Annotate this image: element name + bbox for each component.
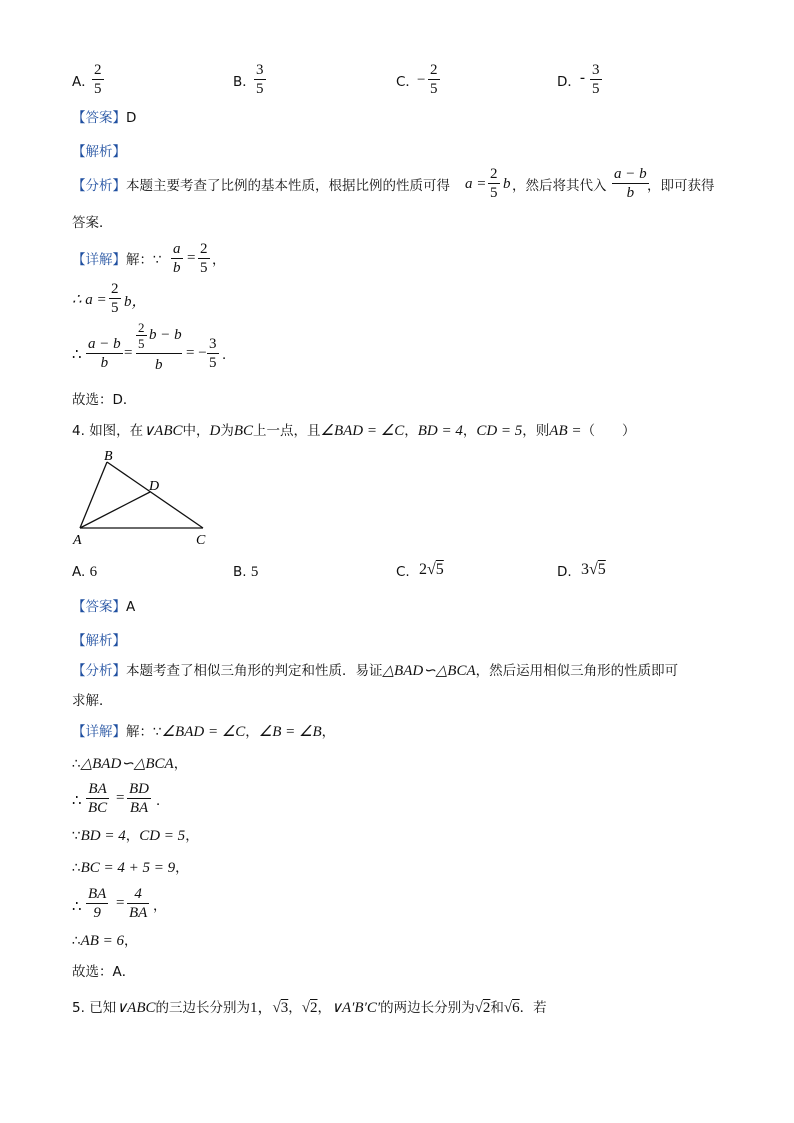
fenxi-tag: 【分析】 xyxy=(72,178,126,194)
detail-tag: 【详解】 xyxy=(72,724,126,740)
side-ab xyxy=(80,462,107,528)
q4-option-a: A. 6 xyxy=(72,564,98,580)
minus-sign: − xyxy=(417,72,426,88)
label-a: A xyxy=(73,533,82,548)
answer-value: D xyxy=(126,110,137,126)
q5-stem: 5. 已知∨ABC的三边长分别为1，√3，√2，∨A′B′C′的两边长分别为√2和√6．若 xyxy=(72,1000,547,1016)
q4-option-d-value: 3√5 xyxy=(581,561,606,578)
fraction: 4 BA xyxy=(129,886,148,921)
fraction: BA 9 xyxy=(88,886,107,921)
choice: 故选：D． xyxy=(72,392,137,408)
answer-tag: 【答案】 xyxy=(72,110,126,126)
answer-tag: 【答案】 xyxy=(72,599,126,615)
fraction: 2 5 xyxy=(490,166,498,201)
option-label: B． xyxy=(233,74,256,90)
q4-choice: 故选：A． xyxy=(72,964,136,980)
fraction: 3 5 xyxy=(209,336,217,371)
q4-option-c-value: 2√5 xyxy=(419,561,444,578)
label-b: B xyxy=(104,449,113,464)
detail-tag: 【详解】 xyxy=(72,252,126,268)
label-d: D xyxy=(149,479,160,494)
q3-analysis-tag: 【解析】 xyxy=(72,144,126,160)
answer-value: A xyxy=(126,599,136,615)
q4-option-d: D. xyxy=(557,564,572,580)
q4-option-b: B. 5 xyxy=(233,564,259,580)
fraction: a − b b xyxy=(88,336,121,371)
fenxi-tag: 【分析】 xyxy=(72,663,126,679)
segment-ad xyxy=(80,492,150,528)
q3-answer xyxy=(72,109,136,127)
q4-detail-line5: ∴BC = 4 + 5 = 9， xyxy=(72,860,189,876)
q4-analysis-tag: 【解析】 xyxy=(72,633,126,649)
fraction: a b xyxy=(173,241,181,276)
triangle-figure xyxy=(70,448,220,548)
q4-detail-line7: ∴AB = 6， xyxy=(72,933,138,949)
q4-answer xyxy=(72,598,135,616)
side-bc xyxy=(107,462,203,528)
option-label: C． xyxy=(396,74,419,90)
minus-sign: - xyxy=(580,70,585,86)
fraction: 3 5 xyxy=(592,62,600,97)
math-var: b xyxy=(503,176,511,192)
fraction: 2 5 xyxy=(430,62,438,97)
q4-detail-line1: 【详解】解：∵∠BAD = ∠C，∠B = ∠B， xyxy=(72,724,336,740)
q4-fenxi: 【分析】本题考查了相似三角形的判定和性质．易证△BAD∽△BCA，然后运用相似三角形的性质即可 xyxy=(72,663,679,679)
math-eq: a = xyxy=(465,176,487,192)
fraction: 2 5 xyxy=(111,281,119,316)
q4-detail-line4: ∵BD = 4，CD = 5， xyxy=(72,828,199,844)
q4-option-c: C. xyxy=(396,564,410,580)
q4-fenxi-cont: 求解． xyxy=(72,693,113,709)
fraction: 2 5 xyxy=(200,241,208,276)
q4-detail-line2: ∴△BAD∽△BCA， xyxy=(72,756,188,772)
option-label: A． xyxy=(72,74,95,90)
q4-stem: 4. 如图，在∨ABC中，D为BC上一点，且∠BAD = ∠C，BD = 4，CD = 5，则AB =（ ） xyxy=(72,423,636,439)
fraction: BA BC xyxy=(88,781,108,816)
option-label: D． xyxy=(557,74,581,90)
fraction: BD BA xyxy=(129,781,149,816)
fraction: 3 5 xyxy=(256,62,264,97)
fraction: 2 5 xyxy=(94,62,102,97)
label-c: C xyxy=(196,533,206,548)
fraction: a − b b xyxy=(614,166,647,201)
